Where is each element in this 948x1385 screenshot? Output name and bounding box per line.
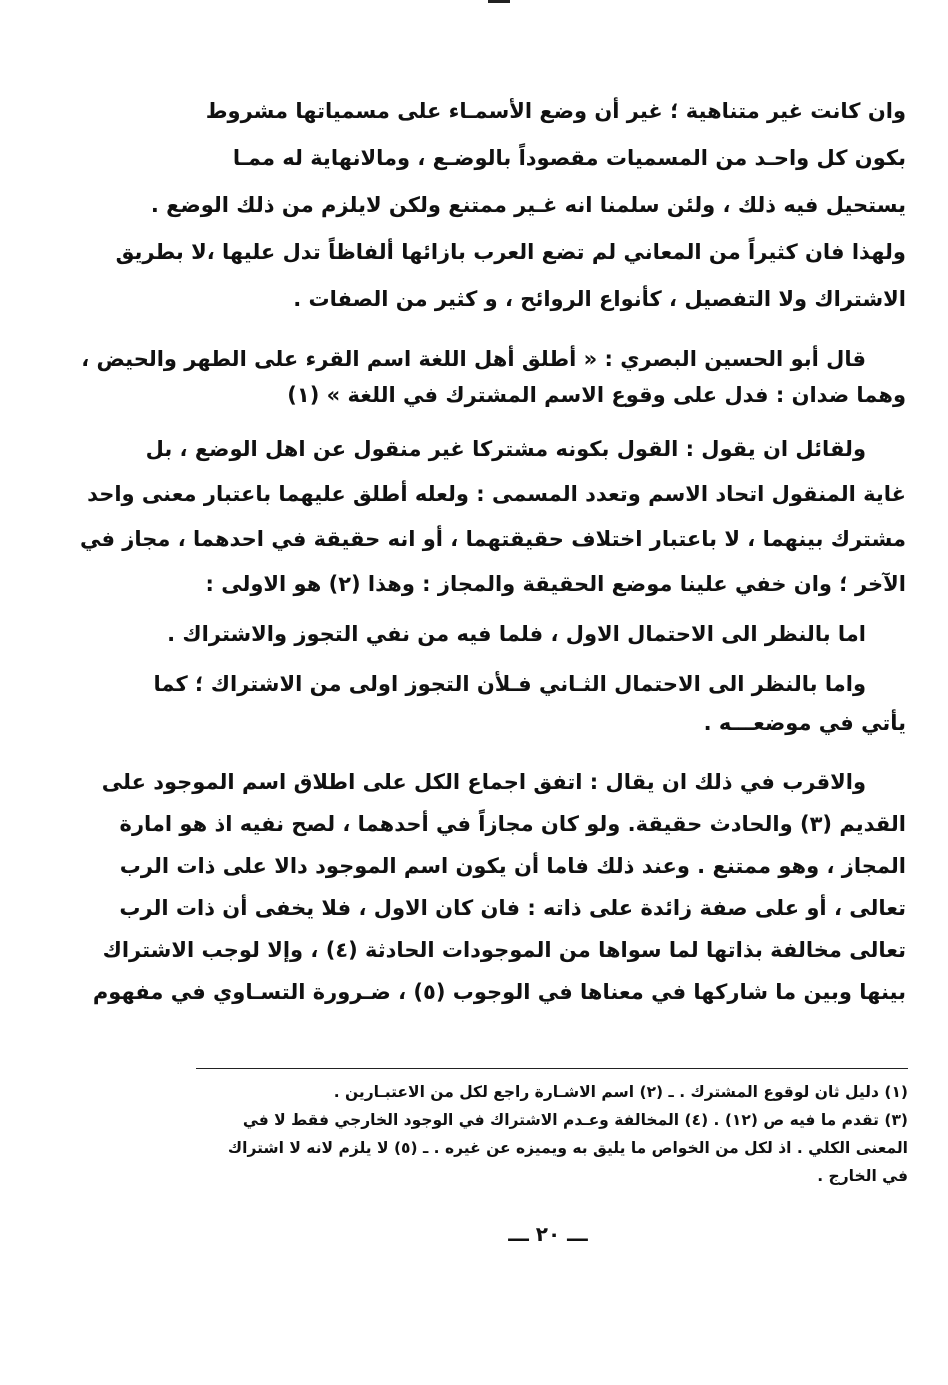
text-line: قال أبو الحسين البصري : « أطلق أهل اللغة اسم القرء على الطهر والحيض ، <box>81 347 866 371</box>
text-line: الآخر ؛ وان خفي علينا موضع الحقيقة والمجاز : وهذا (٢) هو الاولى : <box>205 572 906 596</box>
page-number: ـــ ٢٠ ـــ <box>508 1222 588 1246</box>
page-body <box>80 88 906 1013</box>
text-line: المجاز ، وهو ممتنع . وعند ذلك فاما أن يكون اسم الموجود دالا على ذات الرب <box>119 854 906 878</box>
text-line: غاية المنقول اتحاد الاسم وتعدد المسمى : ولعله أطلق عليهما باعتبار معنى واحد <box>87 482 906 506</box>
text-line: وهما ضدان : فدل على وقوع الاسم المشترك في اللغة » (١) <box>287 383 906 407</box>
paragraph-3 <box>80 427 906 607</box>
paragraph-6 <box>92 761 906 1013</box>
text-line: اما بالنظر الى الاحتمال الاول ، فلما فيه من نفي التجوز والاشتراك . <box>167 622 866 646</box>
footnote-line: في الخارج . <box>817 1167 908 1185</box>
paragraph-2 <box>81 341 906 413</box>
footnotes <box>196 1078 908 1190</box>
text-line: واما بالنظر الى الاحتمال الثـاني فـلأن التجوز اولى من الاشتراك ؛ كما <box>153 672 866 696</box>
text-line: الاشتراك ولا التفصيل ، كأنواع الروائح ، و كثير من الصفات . <box>293 287 906 311</box>
text-line: مشترك بينهما ، لا باعتبار اختلاف حقيقتهما ، أو انه حقيقة في احدهما ، مجاز في <box>80 527 906 551</box>
text-line: تعالى ، أو على صفة زائدة على ذاته : فان كان الاول ، فلا يخفى أن ذات الرب <box>119 896 906 920</box>
text-line: يأتي في موضعـــه . <box>703 711 906 735</box>
footnote-line: (١) دليل ثان لوقوع المشترك . ـ (٢) اسم الاشـارة راجع لكل من الاعتبـارين . <box>333 1083 908 1101</box>
text-line: وان كانت غير متناهية ؛ غير أن وضع الأسمـاء على مسمياتها مشروط <box>205 99 906 123</box>
text-line: القديم (٣) والحادث حقيقة. ولو كان مجازاً في أحدهما ، لصح نفيه اذ هو امارة <box>119 812 906 836</box>
text-line: والاقرب في ذلك ان يقال : اتفق اجماع الكل على اطلاق اسم الموجود على <box>101 770 866 794</box>
paragraph-1 <box>115 88 906 323</box>
footnote-line: (٣) تقدم ما فيه ص (١٢) . (٤) المخالفة وعـدم الاشتراك في الوجود الخارجي فقط لا في <box>242 1111 908 1129</box>
paragraph-4 <box>167 617 906 651</box>
footnote-divider <box>196 1068 908 1069</box>
text-line: ولهذا فان كثيراً من المعاني لم تضع العرب بازائها ألفاظاً تدل عليها ،لا بطريق <box>115 240 906 264</box>
footnote-line: المعنى الكلي . اذ لكل من الخواص ما يليق به ويميزه عن غيره . ـ (٥) لا يلزم لانه لا اشتراك <box>227 1139 908 1157</box>
text-line: بينها وبين ما شاركها في معناها في الوجوب (٥) ، ضـرورة التسـاوي في مفهوم <box>92 980 906 1004</box>
paragraph-5 <box>153 665 906 743</box>
text-line: تعالى مخالفة بذاتها لما سواها من الموجودات الحادثة (٤) ، وإلا لوجب الاشتراك <box>102 938 906 962</box>
top-edge-mark <box>488 0 510 3</box>
text-line: بكون كل واحـد من المسميات مقصوداً بالوضـع ، ومالانهاية له ممـا <box>232 146 906 170</box>
text-line: يستحيل فيه ذلك ، ولئن سلمنا انه غـير ممتنع ولكن لايلزم من ذلك الوضع . <box>150 193 906 217</box>
text-line: ولقائل ان يقول : القول بكونه مشتركا غير منقول عن اهل الوضع ، بل <box>145 437 866 461</box>
